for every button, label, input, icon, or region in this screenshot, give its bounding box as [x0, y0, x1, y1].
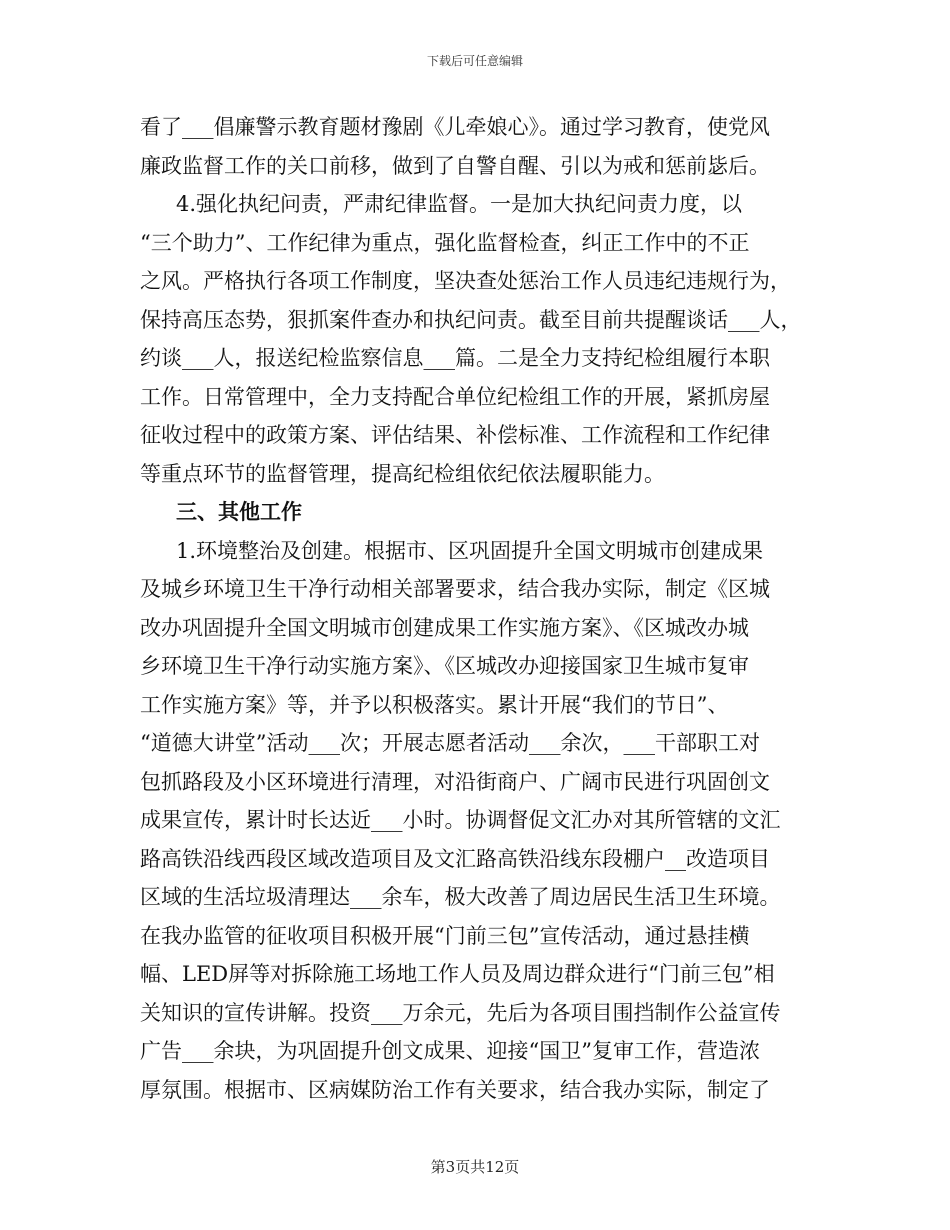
- text-line: “三个助力”、工作纪律为重点，强化监督检查，纠正工作中的不正: [140, 230, 750, 255]
- text-line: 关知识的宣传讲解。投资___万余元，先后为各项目围挡制作公益宣传: [140, 1000, 781, 1025]
- text-line: 幅、LED屏等对拆除施工场地工作人员及周边群众进行“门前三包”相: [140, 962, 775, 986]
- text-line: 约谈___人，报送纪检监察信息___篇。二是全力支持纪检组履行本职: [140, 346, 770, 370]
- text-line: 乡环境卫生干净行动实施方案》、《区城改办迎接国家卫生城市复审: [140, 654, 749, 678]
- text-line: 看了___倡廉警示教育题材豫剧《儿牵娘心》。通过学习教育，使党风: [140, 115, 770, 139]
- page-header: 下载后可任意编辑: [426, 54, 523, 68]
- text-line: 廉政监督工作的关口前移，做到了自警自醒、引以为戒和惩前毖后。: [140, 153, 770, 178]
- paragraph-1-start: 1.环境整治及创建。根据市、区巩固提升全国文明城市创建成果: [176, 538, 764, 563]
- text-line: 工作。日常管理中，全力支持配合单位纪检组工作的开展，紧抓房屋: [140, 384, 770, 409]
- text-line: 广告___余块，为巩固提升创文成果、迎接“国卫”复审工作，营造浓: [140, 1039, 760, 1063]
- text-line: “道德大讲堂”活动___次；开展志愿者活动___余次，___干部职工对: [140, 731, 760, 755]
- text-line: 路高铁沿线西段区域改造项目及文汇路高铁沿线东段棚户__改造项目: [140, 846, 770, 871]
- text-line: 成果宣传，累计时长达近___小时。协调督促文汇办对其所管辖的文汇: [140, 808, 781, 832]
- text-line: 改办巩固提升全国文明城市创建成果工作实施方案》、《区城改办城: [140, 615, 749, 640]
- text-line: 包抓路段及小区环境进行清理，对沿街商户、广阔市民进行巩固创文: [140, 769, 770, 794]
- text-line: 等重点环节的监督管理，提高纪检组依纪依法履职能力。: [140, 461, 665, 486]
- text-line: 厚氛围。根据市、区病媒防治工作有关要求，结合我办实际，制定了: [140, 1077, 770, 1102]
- text-line: 保持高压态势，狠抓案件查办和执纪问责。截至目前共提醒谈话___人，: [140, 307, 802, 332]
- text-line: 工作实施方案》等，并予以积极落实。累计开展“我们的节日”、: [140, 692, 729, 717]
- text-line: 及城乡环境卫生干净行动相关部署要求，结合我办实际，制定《区城: [140, 577, 770, 601]
- text-line: 区域的生活垃圾清理达___余车，极大改善了周边居民生活卫生环境。: [140, 885, 781, 909]
- document-body: [140, 108, 820, 1109]
- text-line: 之风。严格执行各项工作制度，坚决查处惩治工作人员违纪违规行为，: [140, 269, 791, 293]
- paragraph-4-start: 4.强化执纪问责，严肃纪律监督。一是加大执纪问责力度，以: [176, 192, 743, 216]
- text-line: 在我办监管的征收项目积极开展“门前三包”宣传活动，通过悬挂横: [140, 923, 750, 948]
- page-footer: 第3页共12页: [430, 1158, 520, 1176]
- text-line: 征收过程中的政策方案、评估结果、补偿标准、工作流程和工作纪律: [140, 423, 770, 447]
- section-heading: 三、其他工作: [176, 499, 302, 524]
